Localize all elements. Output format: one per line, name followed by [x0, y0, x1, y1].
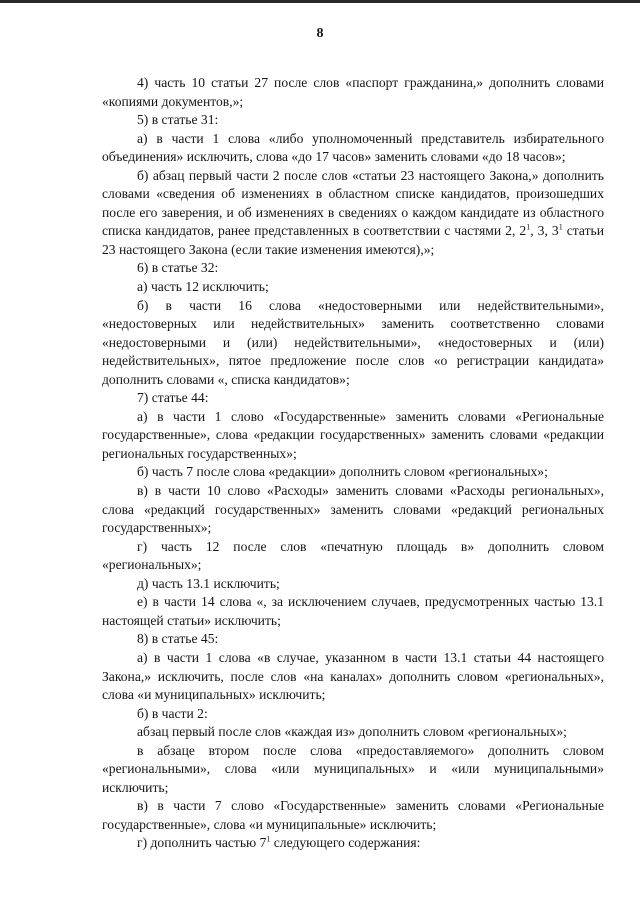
- paragraph: [102, 130, 604, 167]
- text-run: статьи 23 настоящего Закона (если такие изменения имеются),»;: [102, 223, 605, 257]
- text-run: 6) в статье 32:: [137, 260, 219, 276]
- text-run: 8) в статье 45:: [137, 631, 219, 647]
- paragraph: [102, 389, 604, 408]
- document-body: [102, 74, 604, 853]
- superscript: 1: [266, 834, 271, 844]
- paragraph: [102, 463, 604, 482]
- text-run: г) дополнить частью 7: [137, 835, 267, 851]
- paragraph: [102, 482, 604, 538]
- text-run: б) в части 2:: [137, 705, 208, 721]
- paragraph: [102, 834, 604, 853]
- paragraph: [102, 575, 604, 594]
- paragraph: [102, 297, 604, 390]
- text-run: а) в части 1 слова «в случае, указанном в части 13.1 статьи 44 настоящего Закона,» исключить, после слов «на каналах» дополнить словом «региональных», слова «и муниципальных» исключить;: [102, 649, 604, 703]
- paragraph: [102, 538, 604, 575]
- paragraph: [102, 649, 604, 705]
- paragraph: [102, 630, 604, 649]
- paragraph: [102, 797, 604, 834]
- text-run: следующего содержания:: [270, 835, 421, 851]
- text-run: в) в части 7 слово «Государственные» заменить словами «Региональные государственные», слова «и муниципальные» исключить;: [102, 798, 604, 832]
- text-run: е) в части 14 слова «, за исключением случаев, предусмотренных частью 13.1 настоящей статьи» исключить;: [102, 594, 604, 628]
- text-run: б) часть 7 после слова «редакции» дополнить словом «региональных»;: [137, 464, 548, 480]
- text-run: а) в части 1 слова «либо уполномоченный представитель избирательного объединения» исключить, слова «до 17 часов» заменить словами «до 18 часов»;: [102, 130, 604, 165]
- superscript: 1: [558, 222, 563, 232]
- text-run: в) в части 10 слово «Расходы» заменить словами «Расходы региональных», слова «редакций государственных» заменить словами «редакций региональных государственных»;: [102, 483, 604, 536]
- paragraph: [102, 723, 604, 742]
- text-run: б) в части 16 слова «недостоверными или недействительными», «недостоверных или недействительных» заменить соответственно словами «недостоверными и (или) недействительными», «недостоверных и (или) недействительных», пятое предложение после слов «о регистрации кандидата» дополнить словами «, списка кандидатов»;: [102, 297, 604, 387]
- text-run: а) в части 1 слово «Государственные» заменить словами «Региональные государственные», слова «редакции государственных» заменить словами «редакции региональных государственных»;: [102, 408, 604, 461]
- text-run: 5) в статье 31:: [137, 112, 219, 128]
- text-run: д) часть 13.1 исключить;: [137, 575, 280, 591]
- paragraph: [102, 593, 604, 630]
- paragraph: [102, 408, 604, 464]
- paragraph: [102, 167, 604, 260]
- text-run: абзац первый после слов «каждая из» дополнить словом «региональных»;: [137, 724, 567, 740]
- text-run: а) часть 12 исключить;: [137, 279, 269, 295]
- paragraph: [102, 259, 604, 278]
- text-run: , 3, 3: [530, 223, 559, 239]
- text-run: 4) часть 10 статьи 27 после слов «паспорт гражданина,» дополнить словами «копиями документов,»;: [102, 75, 604, 109]
- text-run: б) абзац первый части 2 после слов «статьи 23 настоящего Закона,» дополнить словами «сведения об изменениях в областном списке кандидатов, произошедших после его заверения, и об изменениях в сведениях о каждом кандидате из областного списка кандидатов, ранее представленных в соответствии с частями 2, 2: [102, 167, 604, 239]
- paragraph: [102, 74, 604, 111]
- text-run: в абзаце втором после слова «предоставляемого» дополнить словом «региональными», слова «или муниципальных» и «или муниципальными» исключить;: [102, 742, 604, 795]
- paragraph: [102, 742, 604, 798]
- page-number: 8: [316, 26, 324, 41]
- text-run: г) часть 12 после слов «печатную площадь в» дополнить словом «региональных»;: [102, 538, 604, 573]
- paragraph: [102, 111, 604, 130]
- superscript: 1: [526, 222, 531, 232]
- text-run: 7) статье 44:: [137, 390, 209, 406]
- paragraph: [102, 705, 604, 724]
- paragraph: [102, 278, 604, 297]
